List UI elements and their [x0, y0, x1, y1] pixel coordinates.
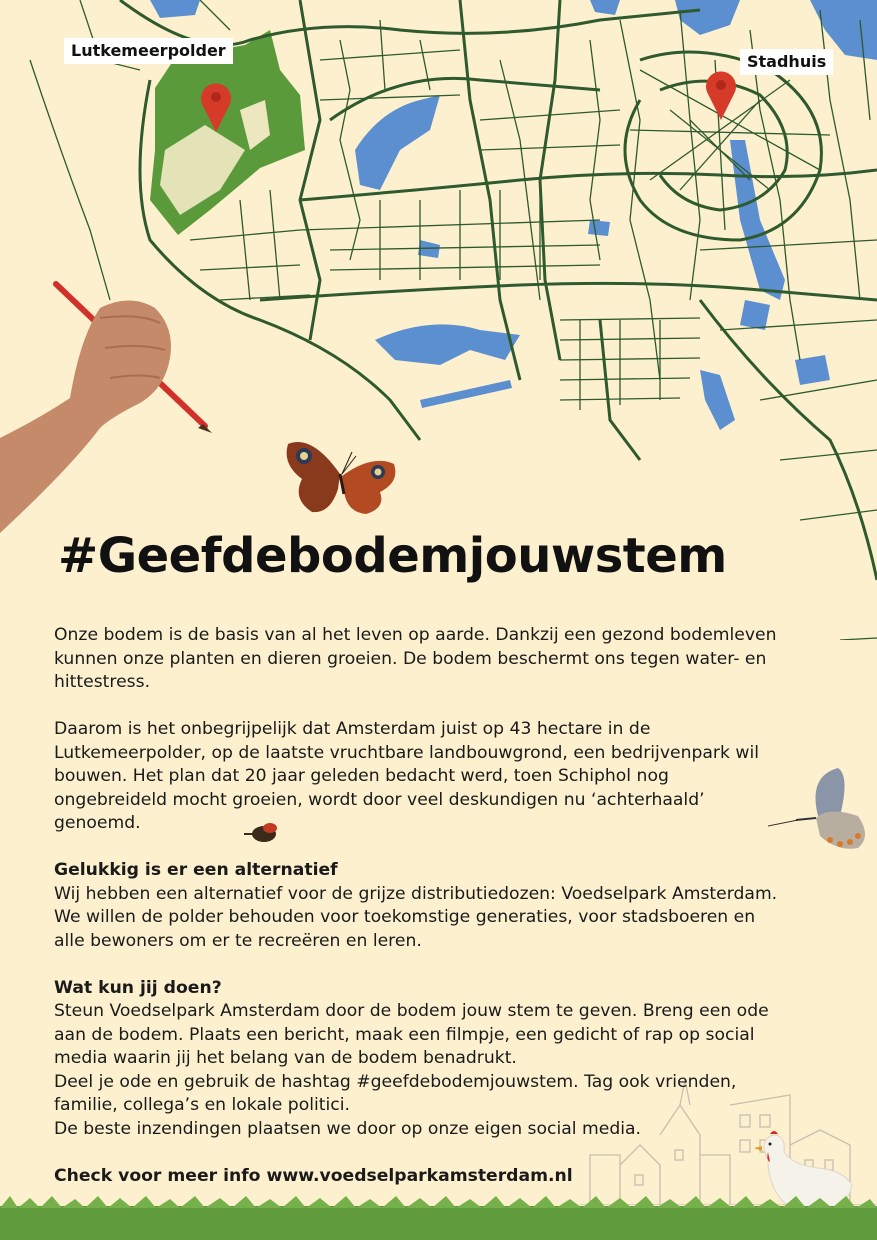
text-line: We willen de polder behouden voor toekomstige generaties, voor stadsboeren en	[54, 907, 756, 927]
text-line: aan de bodem. Plaats een bericht, maak een filmpje, een gedicht of rap op social	[54, 1024, 755, 1045]
map-pin-icon	[199, 82, 233, 132]
page-title: #Geefdebodemjouwstem	[58, 528, 727, 584]
text-line: bouwen. Het plan dat 20 jaar geleden bedacht werd, toen Schiphol nog	[54, 766, 669, 786]
text-line: familie, collega’s en lokale politici.	[54, 1095, 350, 1115]
section-heading: Wat kun jij doen?	[54, 977, 222, 998]
text-line: alle bewoners om er te recreëren en leren.	[54, 930, 422, 951]
text-line: Lutkemeerpolder, op de laatste vruchtbare landbouwgrond, een bedrijvenpark wil	[54, 742, 760, 763]
text-line: Onze bodem is de basis van al het leven op aarde. Dankzij een gezond bodemleven	[54, 625, 777, 645]
text-line: Wij hebben een alternatief voor de grijze distributiedozen: Voedselpark Amsterdam.	[54, 883, 778, 904]
wat-kun-jij-doen-section	[54, 977, 824, 1142]
text-line: Daarom is het onbegrijpelijk dat Amsterdam juist op 43 hectare in de	[54, 719, 651, 739]
alternatief-section	[54, 859, 824, 953]
body-text	[54, 624, 824, 1212]
text-line: Steun Voedselpark Amsterdam door de bodem jouw stem te geven. Breng een ode	[54, 1001, 769, 1021]
text-line: kunnen onze planten en dieren groeien. De bodem beschermt ons tegen water- en	[54, 648, 767, 669]
text-line: genoemd.	[54, 813, 141, 833]
intro-paragraph	[54, 624, 824, 695]
map-label-lutkemeerpolder: Lutkemeerpolder	[64, 38, 233, 64]
map-pin-icon	[704, 70, 738, 120]
section-heading: Gelukkig is er een alternatief	[54, 860, 338, 880]
lutkemeer-paragraph	[54, 718, 824, 836]
text-line: De beste inzendingen plaatsen we door op onze eigen social media.	[54, 1118, 642, 1139]
map-label-stadhuis: Stadhuis	[740, 49, 833, 75]
text-line: ongebreideld mocht groeien, wordt door veel deskundigen nu ‘achterhaald’	[54, 789, 705, 810]
hand-with-pencil-illustration	[0, 278, 215, 538]
text-line: media waarin jij het belang van de bodem benadrukt.	[54, 1048, 517, 1068]
text-line: Deel je ode en gebruik de hashtag #geefdebodemjouwstem. Tag ook vrienden,	[54, 1071, 737, 1092]
text-line: hittestress.	[54, 672, 151, 692]
butterfly-illustration	[282, 434, 400, 518]
more-info-link[interactable]: Check voor meer info www.voedselparkamsterdam.nl	[54, 1165, 573, 1186]
